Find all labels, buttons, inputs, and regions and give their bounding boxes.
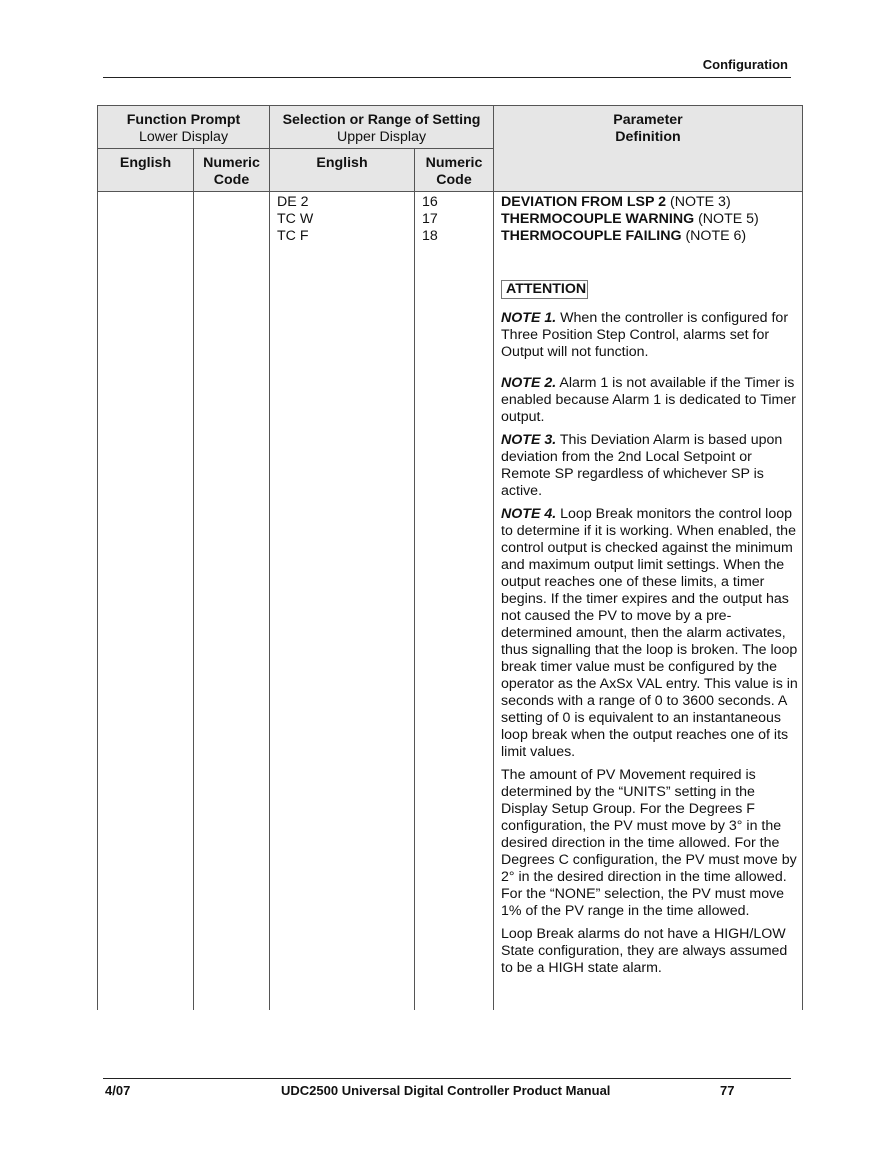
selection-header: Selection or Range of Setting Upper Display <box>270 106 494 149</box>
subheader-numeric-prompt: Numeric Code <box>194 149 270 192</box>
selection-code-cell <box>415 192 494 277</box>
footer-title: UDC2500 Universal Digital Controller Product Manual <box>281 1083 611 1098</box>
definition-entry: DEVIATION FROM LSP 2 (NOTE 3) <box>501 194 731 210</box>
section-title: Configuration <box>702 57 788 72</box>
empty-cell <box>98 276 194 1010</box>
subheader-english-selection: English <box>270 149 415 192</box>
empty-cell <box>194 276 270 1010</box>
empty-cell <box>415 276 494 1010</box>
notes-row <box>98 276 803 1010</box>
selection-english: TC W <box>277 211 314 227</box>
parameter-header: Parameter Definition <box>494 106 803 192</box>
definition-cell <box>494 192 803 277</box>
selection-english: TC F <box>277 228 309 244</box>
subheader-numeric-selection: Numeric Code <box>415 149 494 192</box>
selection-english-cell <box>270 192 415 277</box>
prompt-code-cell <box>194 192 270 277</box>
footer-date: 4/07 <box>105 1083 131 1098</box>
selection-code: 17 <box>422 211 438 227</box>
selection-english: DE 2 <box>277 194 309 210</box>
pv-movement-paragraph: The amount of PV Movement required is determined by the “UNITS” setting in the Display Setup Group. For the Degrees F configuration, the PV must move by 3° in the desired direction in the time allowed. For the Degrees C configuration, the PV must move by 2° in the desired direction in the time allowed. For the “NONE” selection, the PV must move 1% of the PV range in the time allowed. <box>501 767 797 919</box>
header-rule <box>103 77 791 78</box>
prompt-english-cell <box>98 192 194 277</box>
note-4: NOTE 4. Loop Break monitors the control loop to determine if it is working. When enabled, the control output is checked against the minimum and maximum output limit settings. When the output reaches one of these limits, a timer begins. If the timer expires and the output has not caused the PV to move by a pre-determined amount, then the alarm activates, thus signalling that the loop is broken. The loop break timer value must be configured by the operator as the AxSx VAL entry. This value is in seconds with a range of 0 to 3600 seconds. A setting of 0 is equivalent to an instantaneous loop break when the output reaches one of its limit values. <box>501 506 798 760</box>
definition-entry: THERMOCOUPLE FAILING (NOTE 6) <box>501 228 747 244</box>
attention-label: ATTENTION <box>501 280 588 299</box>
configuration-table <box>97 105 803 1010</box>
selection-code: 18 <box>422 228 438 244</box>
note-2: NOTE 2. Alarm 1 is not available if the Timer is enabled because Alarm 1 is dedicated to Timer output. <box>501 375 796 425</box>
subheader-english-prompt: English <box>98 149 194 192</box>
table-row <box>98 192 803 277</box>
footer-rule <box>103 1078 791 1079</box>
function-prompt-header: Function Prompt Lower Display <box>98 106 270 149</box>
page-number: 77 <box>720 1083 735 1098</box>
note-1: NOTE 1. When the controller is configured for Three Position Step Control, alarms set for Output will not function. <box>501 310 789 360</box>
loop-break-paragraph: Loop Break alarms do not have a HIGH/LOW State configuration, they are always assumed to be a HIGH state alarm. <box>501 926 788 976</box>
notes-cell <box>494 276 803 1010</box>
selection-code: 16 <box>422 194 438 210</box>
definition-entry: THERMOCOUPLE WARNING (NOTE 5) <box>501 211 759 227</box>
note-3: NOTE 3. This Deviation Alarm is based upon deviation from the 2nd Local Setpoint or Remote SP regardless of whichever SP is active. <box>501 432 783 499</box>
empty-cell <box>270 276 415 1010</box>
